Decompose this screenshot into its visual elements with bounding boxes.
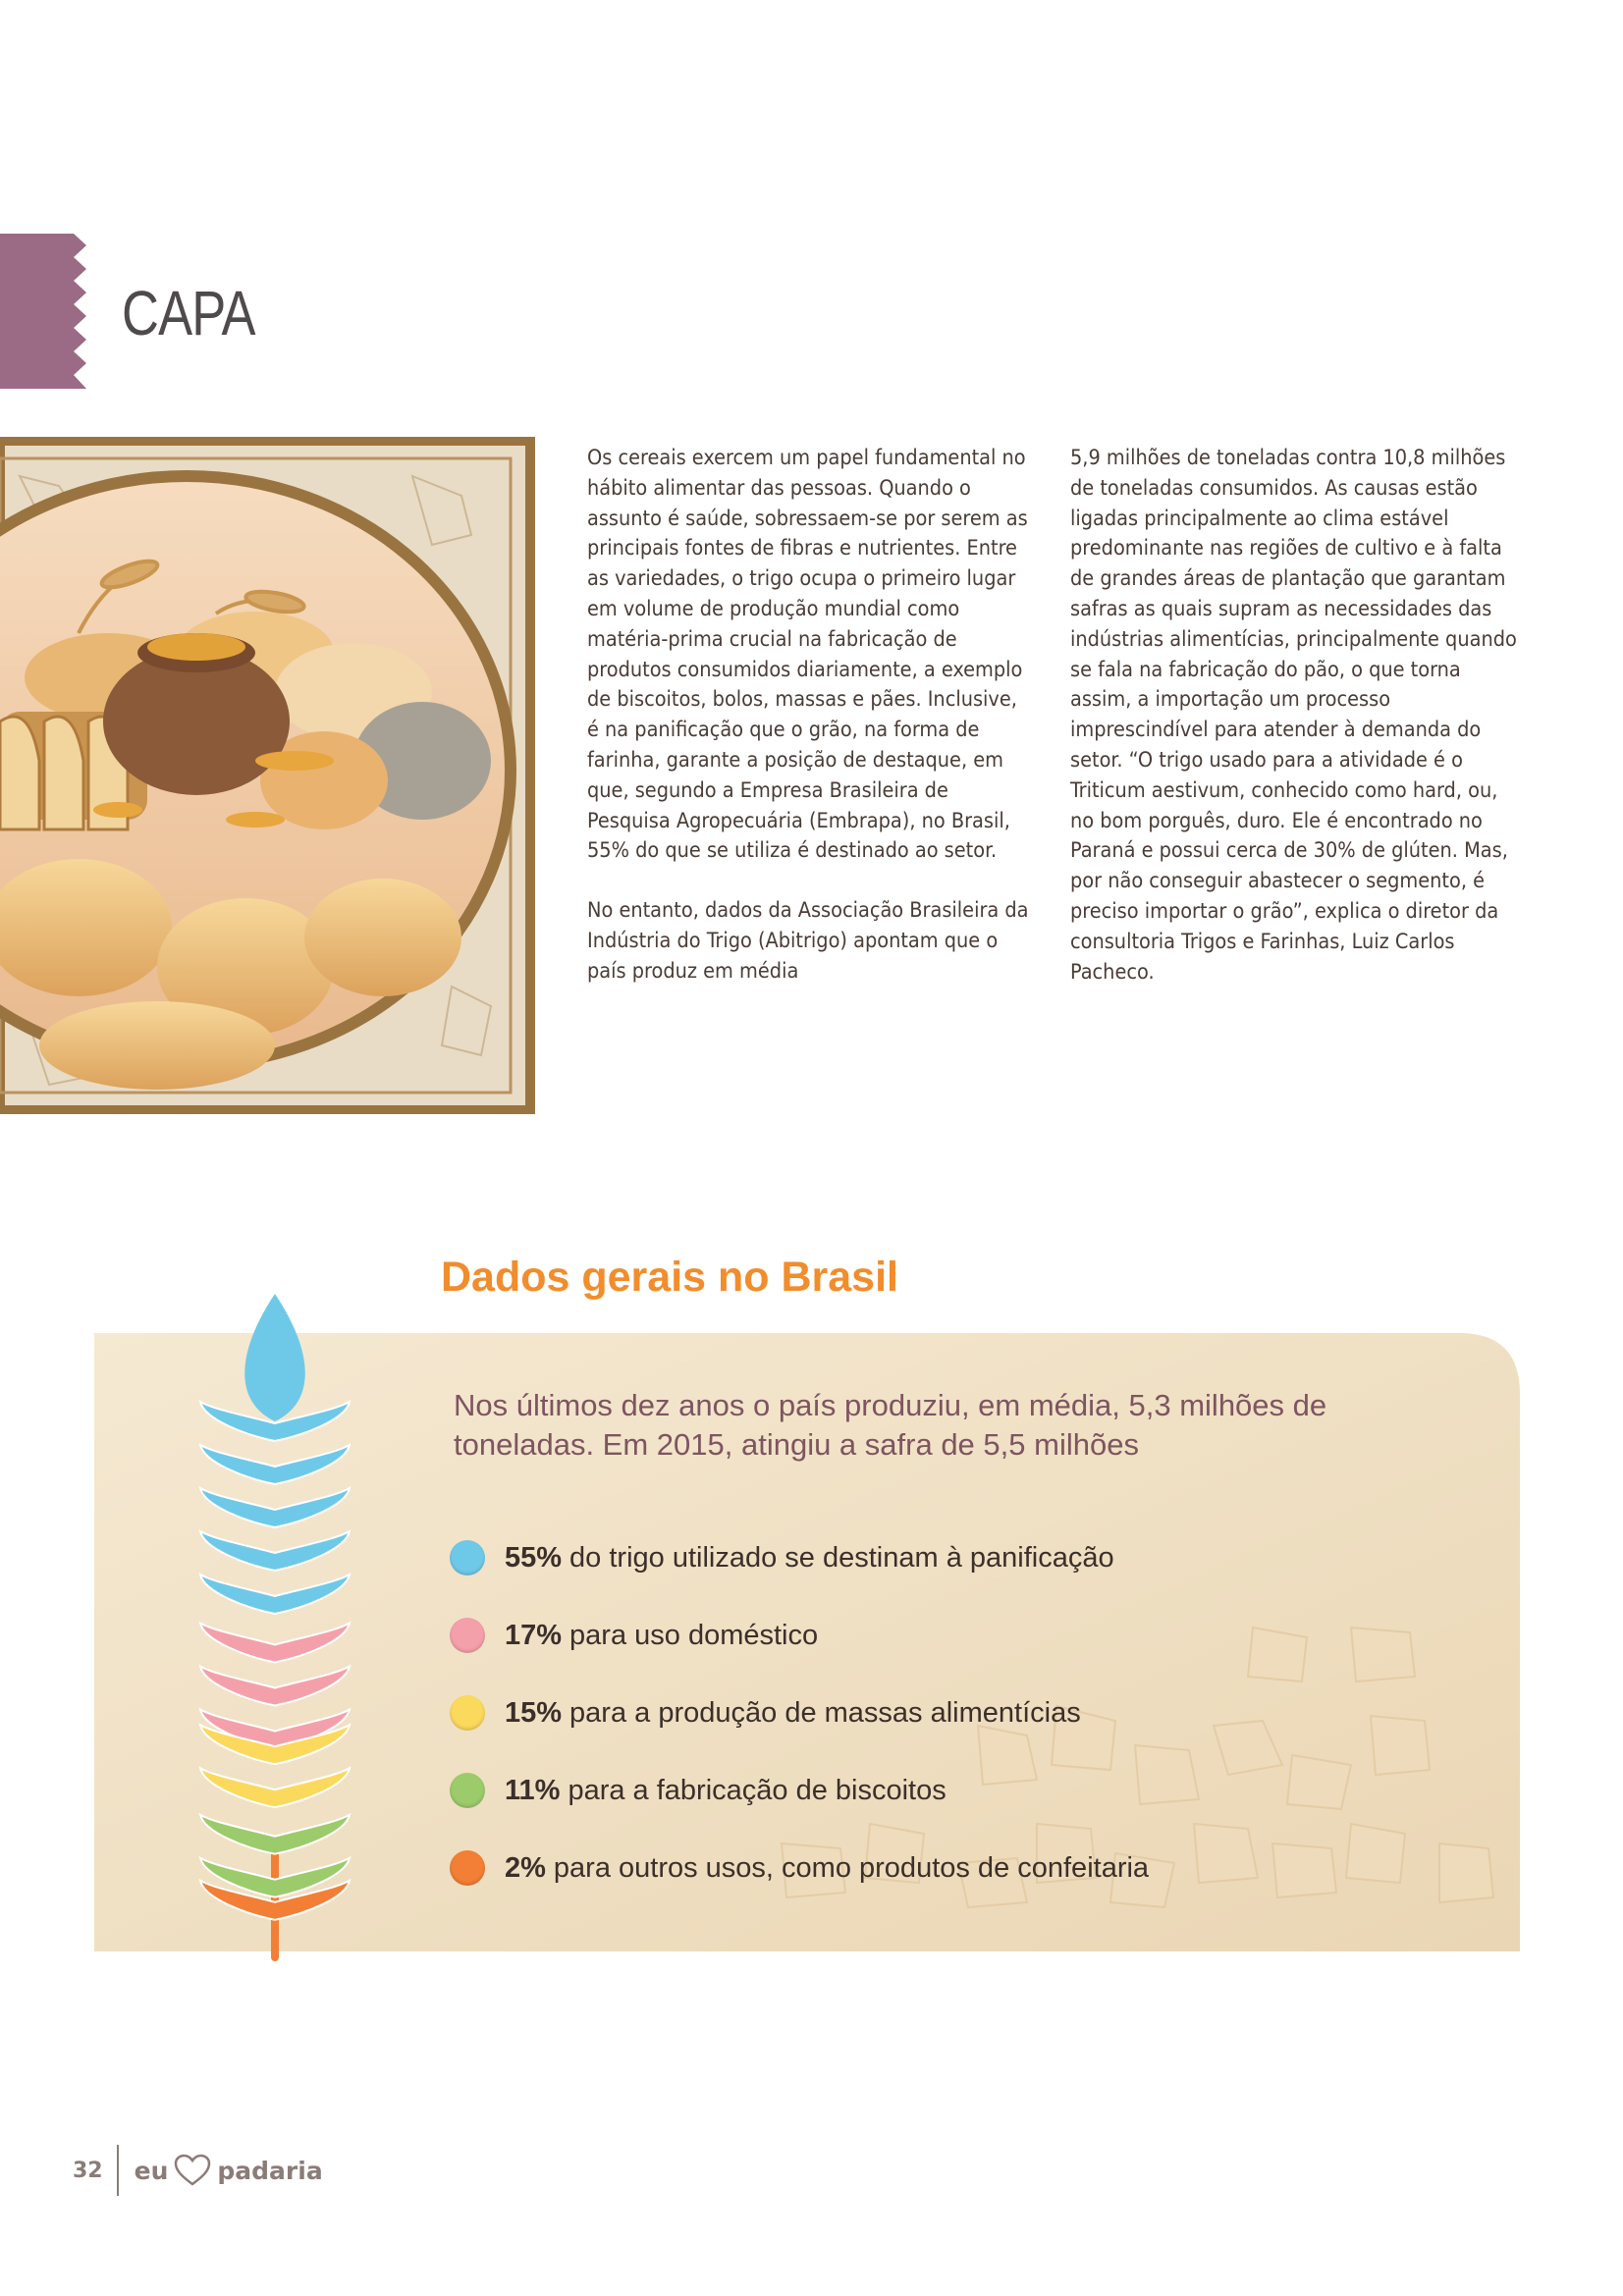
legend-value: 2% [505, 1851, 546, 1884]
legend-item [450, 1770, 1149, 1811]
brand-text-right: padaria [217, 2156, 323, 2185]
legend-label: para a produção de massas alimentícias [569, 1696, 1081, 1729]
legend-label: para a fabricação de biscoitos [568, 1774, 947, 1806]
page-number: 32 [73, 2158, 103, 2183]
legend-value: 15% [505, 1696, 563, 1729]
legend-value: 17% [505, 1619, 563, 1651]
legend-swatch [450, 1773, 485, 1808]
footer-divider [117, 2145, 119, 2196]
legend-swatch [450, 1618, 485, 1653]
chart-legend [450, 1537, 1149, 1925]
wheat-ear-chart [189, 1294, 365, 1971]
brand-text-left: eu [134, 2156, 169, 2185]
legend-label: para outros usos, como produtos de confeitaria [553, 1851, 1150, 1884]
legend-item [450, 1615, 1149, 1656]
legend-value: 11% [505, 1774, 561, 1806]
legend-item [450, 1847, 1149, 1889]
wheat-segment [200, 1294, 350, 1614]
legend-item [450, 1537, 1149, 1578]
page-footer [73, 2141, 323, 2200]
legend-label: do trigo utilizado se destinam à panificação [569, 1541, 1114, 1574]
section-title: CAPA [122, 278, 255, 348]
article-paragraph: Os cereais exercem um papel fundamental no hábito alimentar das pessoas. Quando o assunto é saúde, sobressaem-se por serem as principais fontes de fibras e nutrientes. Entre as variedades, o trigo ocupa o primeiro lugar em volume de produção mundial como matéria-prima crucial na fabricação de produtos consumidos diariamente, a exemplo de biscoitos, bolos, massas e pães. Inclusive, é na panificação que o grão, na forma de farinha, garante a posição de destaque, em que, segundo a Empresa Brasileira de Pesquisa Agropecuária (Embrapa), no Brasil, 55% do que se utiliza é destinado ao setor. [587, 446, 1028, 864]
bread-and-grain-illustration [0, 437, 535, 1114]
legend-label: para uso doméstico [569, 1619, 819, 1651]
section-tab [0, 234, 88, 389]
legend-swatch [450, 1850, 485, 1886]
section-tab-shape [0, 234, 86, 389]
legend-value: 55% [505, 1541, 563, 1574]
wheat-segment [200, 1624, 350, 1749]
legend-swatch [450, 1695, 485, 1731]
brand-logo [135, 2154, 323, 2187]
legend-swatch [450, 1540, 485, 1575]
legend-item [450, 1692, 1149, 1734]
article-column-1 [587, 444, 1034, 1017]
chart-subtitle: Nos últimos dez anos o país produziu, em média, 5,3 milhões de toneladas. Em 2015, atingiu a safra de 5,5 milhões [454, 1388, 1327, 1462]
heart-icon [174, 2154, 211, 2187]
article-paragraph: 5,9 milhões de toneladas contra 10,8 milhões de toneladas consumidos. As causas estão ligadas principalmente ao clima estável predominante nas regiões de cultivo e à falta de grandes áreas de plantação que garantam safras as quais supram as necessidades das indústrias alimentícias, principalmente quando se fala na fabricação do pão, o que torna assim, a importação um processo imprescindível para atender à demanda do setor. “O trigo usado para a atividade é o Triticum aestivum, conhecido como hard, ou, no bom porguês, duro. Ele é encontrado no Paraná e possui cerca de 30% de glúten. Mas, por não conseguir abastecer o segmento, é preciso importar o grão”, explica o diretor da consultoria Trigos e Farinhas, Luiz Carlos Pacheco. [1070, 446, 1517, 985]
chart-title: Dados gerais no Brasil [441, 1254, 898, 1301]
article-column-2 [1070, 444, 1517, 1017]
article-paragraph: No entanto, dados da Associação Brasileira da Indústria do Trigo (Abitrigo) apontam que o país produz em média [587, 898, 1029, 984]
